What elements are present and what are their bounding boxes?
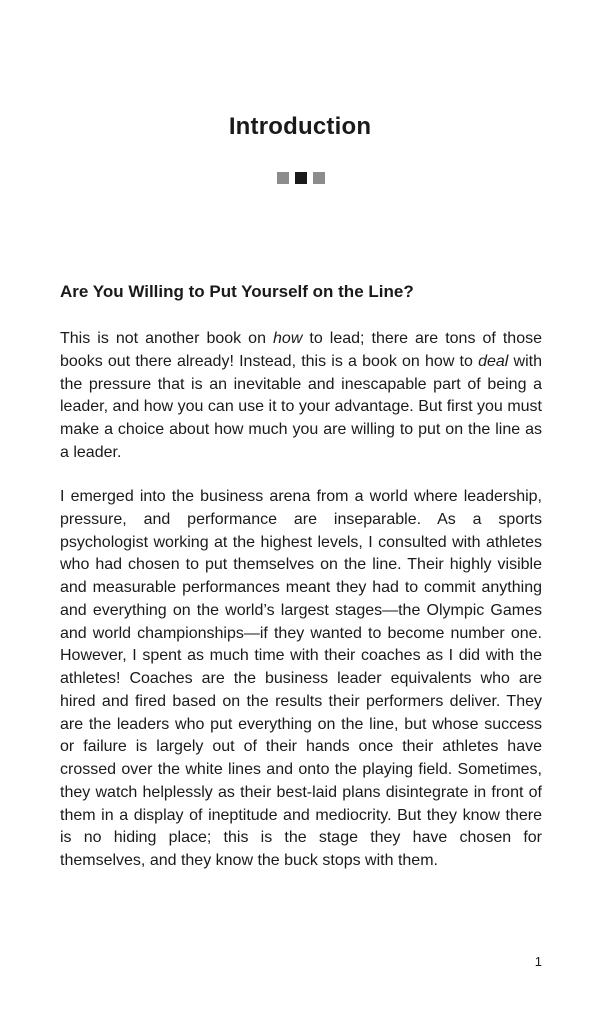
paragraph-1-emphasis-deal: deal bbox=[478, 352, 509, 370]
paragraph-1-text-a: This is not another book on bbox=[60, 330, 274, 347]
paragraph-1-text-c: with the pressure that is an inevitable and inescapable part of being a leader, and how you can use it to your advantage. But first you must make a choice about how much you are willing to put on the line as a leader. bbox=[60, 352, 543, 461]
paragraph-1 bbox=[60, 328, 542, 465]
paragraph-1-emphasis-how: how bbox=[273, 330, 303, 347]
paragraph-1-text-b: to lead; there are tons of those books out there already! Instead, this is a book on how to bbox=[60, 330, 542, 370]
ornament-square-black bbox=[295, 172, 307, 184]
chapter-ornament bbox=[277, 172, 325, 184]
section-heading: Are You Willing to Put Yourself on the Line? bbox=[60, 282, 414, 301]
paragraph-2: I emerged into the business arena from a world where leadership, pressure, and performance are inseparable. As a sports psychologist working at the highest levels, I consulted with athletes who had chosen to put themselves on the line. Their highly visible and measurable performances meant they had to commit anything and everything on the world’s largest stages—the Olympic Games and world championships—if they wanted to become number one. However, I spent as much time with their coaches as I did with the athletes! Coaches are the business leader equivalents who are hired and fired based on the results their performers deliver. They are the leaders who put everything on the line, but whose success or failure is largely out of their hands once their athletes have crossed over the white lines and onto the playing field. Sometimes, they watch helplessly as their best-laid plans disintegrate in front of them in a display of ineptitude and mediocrity. But they know there is no hiding place; this is the stage they have chosen for themselves, and they know the buck stops with them. bbox=[60, 488, 542, 869]
ornament-square-gray-right bbox=[313, 172, 325, 184]
page-number: 1 bbox=[534, 954, 542, 969]
ornament-square-gray-left bbox=[277, 172, 289, 184]
chapter-title: Introduction bbox=[228, 113, 372, 140]
